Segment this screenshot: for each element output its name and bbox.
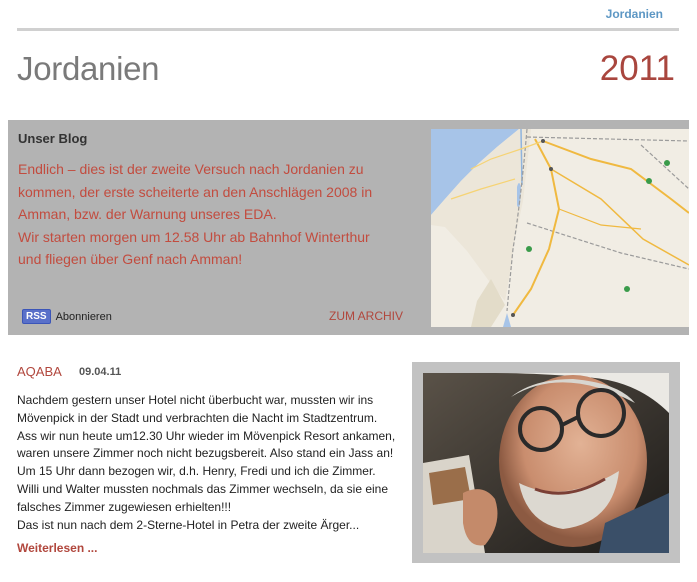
post-line: Das ist nun nach dem 2-Sterne-Hotel in Petra der zweite Ärger...	[17, 517, 360, 532]
archive-link[interactable]: ZUM ARCHIV	[329, 309, 404, 323]
blog-intro-line: Amman, bzw. der Warnung unseres EDA.	[18, 206, 277, 222]
blog-intro-line: Wir starten morgen um 12.58 Uhr ab Bahnhof Winterthur	[18, 228, 370, 245]
read-more-link[interactable]: Weiterlesen ...	[17, 541, 98, 555]
post-line: Mövenpick in der Stadt und verbrachten die Nacht im Stadtzentrum.	[17, 410, 378, 425]
map-graphic	[431, 129, 689, 327]
post-line: falsches Zimmer zugewiesen erhielten!!!	[17, 499, 232, 514]
page-title: Jordanien	[17, 50, 160, 87]
post-photo-frame	[412, 362, 680, 563]
blog-intro-text	[18, 158, 410, 271]
post-line: Nachdem gestern unser Hotel nicht überbucht war, mussten wir ins	[17, 393, 374, 407]
blog-intro-box	[8, 120, 689, 335]
blog-intro-line: kommen, der erste scheiterte an den Anschlägen 2008 in	[18, 183, 373, 200]
jordan-map-image[interactable]	[431, 129, 689, 327]
post-line: Ass wir nun heute um12.30 Uhr wieder im Mövenpick Resort ankamen,	[17, 428, 396, 443]
blog-intro-line: und fliegen über Genf nach Amman!	[18, 251, 243, 267]
post-line: Um 15 Uhr dann bezogen wir, d.h. Henry, Fredi und ich die Zimmer.	[17, 464, 376, 479]
nav-link-jordanien[interactable]: Jordanien	[605, 7, 663, 21]
post-line: Willi und Walter mussten nochmals das Zimmer wechseln, da sie eine	[17, 481, 389, 496]
post-title-link[interactable]: AQABA	[17, 364, 62, 379]
post-line: waren unsere Zimmer noch nicht bezugsbereit. Also stand ein Jass an!	[17, 446, 394, 461]
rss-icon: RSS	[22, 309, 51, 324]
portrait-graphic	[423, 373, 669, 553]
header-divider	[17, 28, 679, 31]
blog-intro-line: Endlich – dies ist der zweite Versuch nach Jordanien zu	[18, 161, 364, 177]
post-excerpt	[17, 392, 402, 534]
year-label: 2011	[599, 49, 675, 88]
post-photo[interactable]	[423, 373, 669, 553]
blog-heading: Unser Blog	[18, 131, 88, 146]
rss-subscribe-label: Abonnieren	[55, 310, 112, 323]
rss-subscribe-link[interactable]	[22, 309, 112, 324]
post-date: 09.04.11	[79, 366, 122, 378]
